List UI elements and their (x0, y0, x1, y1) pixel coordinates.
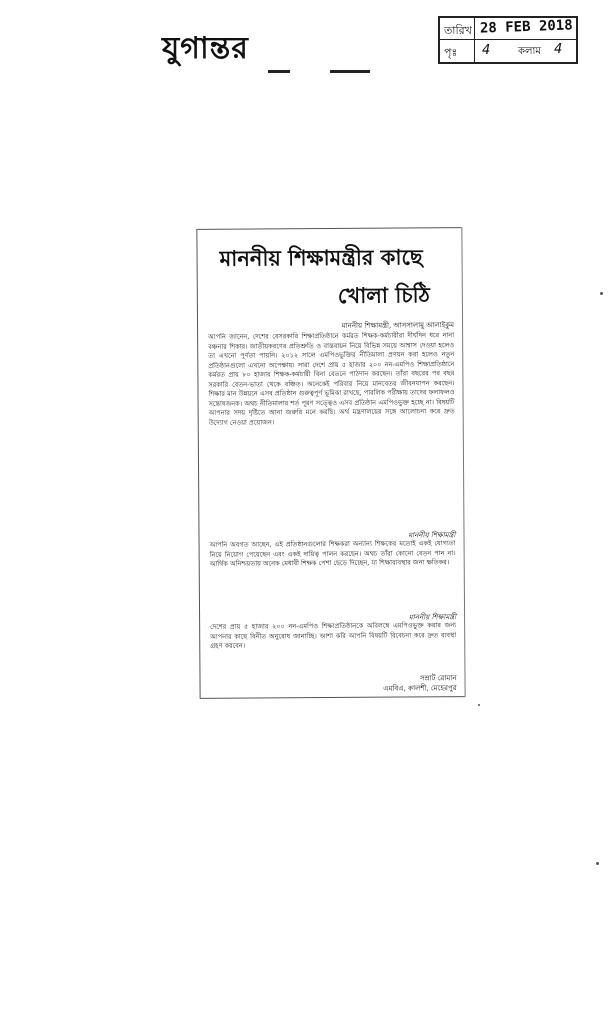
stamp-date-value: 28 FEB 2018 (479, 17, 573, 37)
letter-signature (356, 673, 456, 696)
stamp-date-label: তারিখ (444, 24, 472, 37)
letter-paragraph-1: আপনি জানেন, দেশের বেসরকারি শিক্ষাপ্রতিষ্ঠানে কর্মরত শিক্ষক-কর্মচারীরা দীর্ঘদিন ধরে নানা বঞ্চনার শিকার। জাতীয়করণের প্রতিশ্রুতি ও বাস্তবায়ন নিয়ে বিভিন্ন সময়ে আশ্বাস দেওয়া হলেও তা এখনো পূর্ণতা পায়নি। ২০১২ সালে এমপিওভুক্তির নীতিমালা প্রণয়ন করা হলেও নতুন প্রতিষ্ঠানগুলো এখনো অপেক্ষায়। সারা দেশে প্রায় ৫ হাজার ২০০ নন-এমপিও শিক্ষাপ্রতিষ্ঠানে কর্মরত প্রায় ৮০ হাজার শিক্ষক-কর্মচারী বিনা বেতনে পাঠদান করছেন। তাঁরা বছরের পর বছর সরকারি বেতন-ভাতা থেকে বঞ্চিত। অনেকেই পরিবার নিয়ে মানবেতর জীবনযাপন করছেন। শিক্ষার মান উন্নয়নে এসব প্রতিষ্ঠান গুরুত্বপূর্ণ ভূমিকা রাখছে, পাবলিক পরীক্ষায় তাদের ফলাফলও সন্তোষজনক। অথচ নীতিমালার শর্ত পূরণ সত্ত্বেও এসব প্রতিষ্ঠান এমপিওভুক্ত হচ্ছে না। বিষয়টি আপনার সদয় দৃষ্টিতে আনা জরুরি মনে করছি। অর্থ মন্ত্রণালয়ের সঙ্গে আলোচনা করে দ্রুত উদ্যোগ নেওয়া প্রয়োজন। (208, 331, 455, 427)
scan-speck (596, 862, 599, 865)
scan-speck (478, 704, 480, 706)
newspaper-clipping (196, 227, 465, 699)
clipping-bottom-edge (201, 696, 465, 699)
masthead-rule-left (268, 70, 290, 73)
clipping-headline: মাননীয় শিক্ষামন্ত্রীর কাছে (219, 245, 423, 271)
scan-speck (600, 292, 603, 295)
stamp-column-value: 4 (554, 42, 563, 57)
stamp-page-value: 4 (482, 43, 491, 58)
letter-paragraph-2: আপনি অবগত আছেন, এই প্রতিষ্ঠানগুলোর শিক্ষকরা অন্যান্য শিক্ষকের মতোই একই যোগ্যতা নিয়ে নিয়োগ পেয়েছেন এবং একই দায়িত্ব পালন করছেন। অথচ তাঁরা কোনো বেতন পান না। আর্থিক অনিশ্চয়তায় অনেক মেধাবী শিক্ষক পেশা ছেড়ে দিচ্ছেন, যা শিক্ষাব্যবস্থার জন্য ক্ষতিকর। (209, 539, 456, 568)
letter-section-heading-3: মাননীয় শিক্ষামন্ত্রী (408, 613, 457, 622)
newspaper-masthead: যুগান্তর (162, 31, 249, 66)
signature-name: সম্রাট রোমান (419, 674, 457, 683)
letter-section-heading-2: মাননীয় শিক্ষামন্ত্রী (408, 531, 456, 540)
letter-paragraph-3: দেশের প্রায় ৫ হাজার ২০০ নন-এমপিও শিক্ষাপ্রতিষ্ঠানকে অবিলম্বে এমপিওভুক্ত করার জন্য আপনার কাছে বিনীত অনুরোধ জানাচ্ছি। আশা করি আপনি বিষয়টি বিবেচনা করে দ্রুত ব্যবস্থা গ্রহণ করবেন। (210, 621, 457, 650)
stamp-column-label: কলাম (518, 46, 541, 57)
masthead-rule-right (330, 70, 370, 73)
stamp-page-label: পৃঃ (444, 46, 458, 59)
stamp-page-row (440, 40, 576, 61)
stamp-date-row (440, 18, 576, 40)
clipping-subheadline: খোলা চিঠি (337, 283, 430, 308)
clipping-top-edge (197, 227, 461, 230)
archive-date-stamp (438, 16, 578, 64)
signature-place: এমবিএ, কালশী, মেহেরপুর (383, 684, 457, 693)
letter-salutation: মাননীয় শিক্ষামন্ত্রী, আসসালামু আলাইকুম (341, 321, 455, 330)
